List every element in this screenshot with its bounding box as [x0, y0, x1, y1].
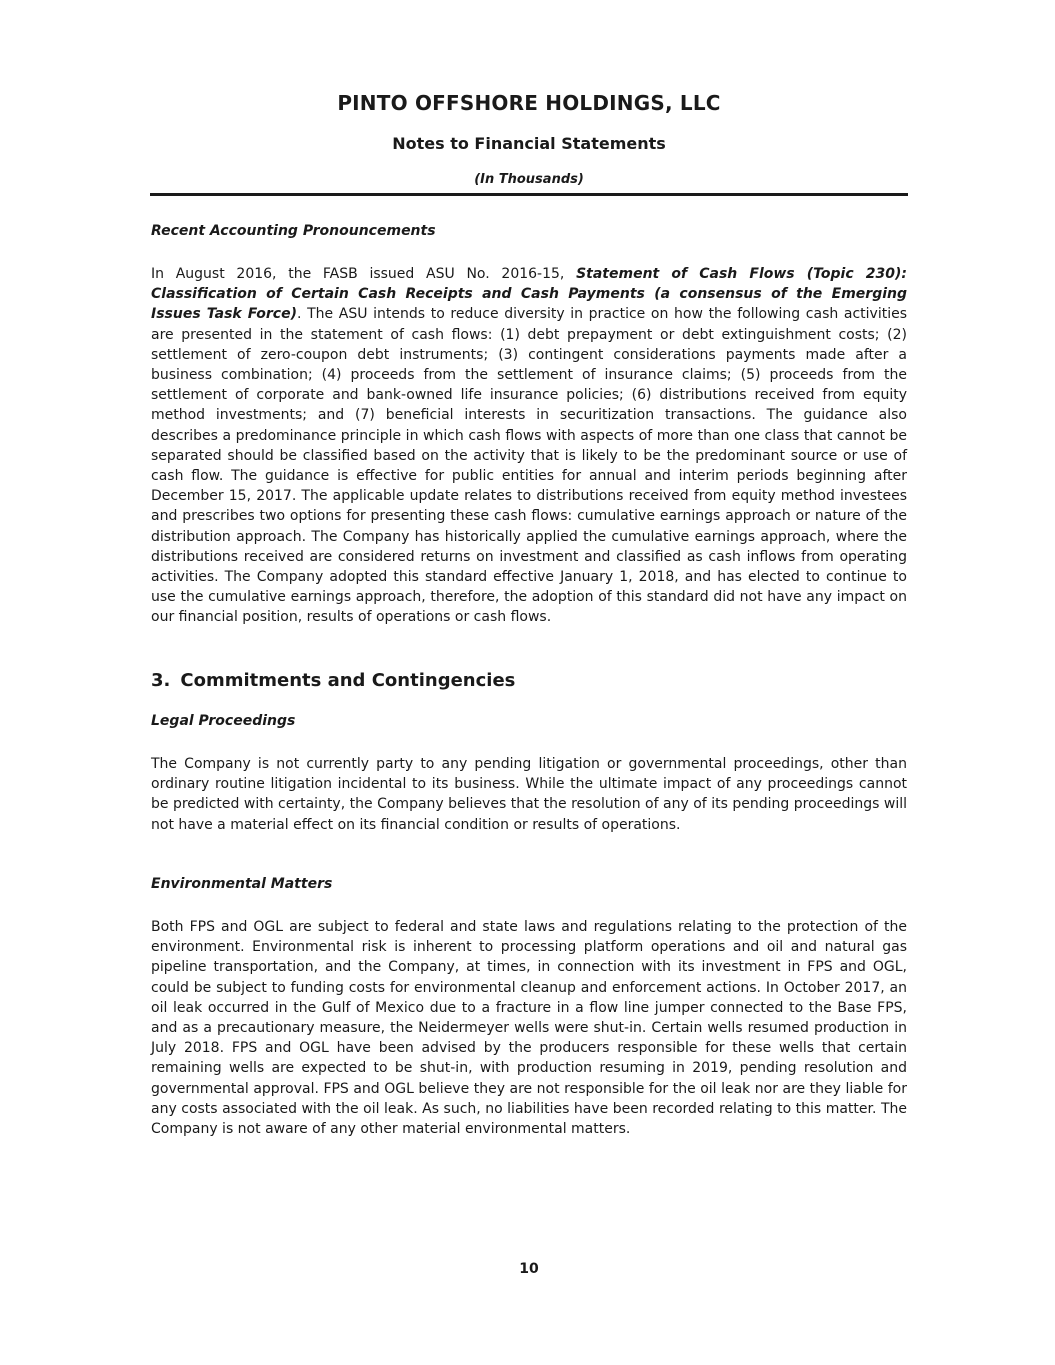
paragraph-environmental-matters: Both FPS and OGL are subject to federal and state laws and regulations relating to the protection of the environment. Environmental risk is inherent to processing platform operations and oil and natural gas pipeline transportation, and the Company, at times, in connection with its investment in FPS and OGL, could be subject to funding costs for environmental cleanup and enforcement actions. In October 2017, an oil leak occurred in the Gulf of Mexico due to a fracture in a flow line jumper connected to the Base FPS, and as a precautionary measure, the Neidermeyer wells were shut-in. Certain wells resumed production in July 2018. FPS and OGL have been advised by the producers responsible for these wells that certain remaining wells are expected to be shut-in, with production resuming in 2019, pending resolution and governmental approval. FPS and OGL believe they are not responsible for the oil leak nor are they liable for any costs associated with the oil leak. As such, no liabilities have been recorded relating to this matter. The Company is not aware of any other material environmental matters. — [151, 919, 907, 1138]
header-rule — [150, 193, 908, 196]
asu-title: Statement of Cash Flows (Topic 230): Classification of Certain Cash Receipts and Cash Payments (a consensus of the Emerging Issues Task Force) — [151, 266, 908, 323]
section-number: 3. — [151, 670, 171, 691]
units-note: (In Thousands) — [474, 172, 584, 187]
heading-environmental-matters: Environmental Matters — [151, 876, 333, 892]
paragraph-intro: In August 2016, the FASB issued ASU No. 2016-15, — [151, 266, 577, 282]
section-3-heading — [151, 670, 515, 691]
page-number: 10 — [519, 1261, 539, 1277]
paragraph-rest: . The ASU intends to reduce diversity in practice on how the following cash activities are presented in the statement of cash flows: (1) debt prepayment or debt extinguishment costs; (2) settlement of zero-coupon debt instruments; (3) contingent considerations payments made after a business combination; (4) proceeds from the settlement of insurance claims; (5) proceeds from the settlement of corporate and bank-owned life insurance policies; (6) distributions received from equity method investments; and (7) beneficial interests in securitization transactions. The guidance also describes a predominance principle in which cash flows with aspects of more than one class that cannot be separated should be classified based on the activity that is likely to be the predominant source or use of cash flow. The guidance is effective for public entities for annual and interim periods beginning after December 15, 2017. The applicable update relates to distributions received from equity method investees and prescribes two options for presenting these cash flows: cumulative earnings approach or nature of the distribution approach. The Company has historically applied the cumulative earnings approach, where the distributions received are considered returns on investment and classified as cash inflows from operating activities. The Company adopted this standard effective January 1, 2018, and has elected to continue to use the cumulative earnings approach, therefore, the adoption of this standard did not have any impact on our financial position, results of operations or cash flows. — [151, 306, 907, 626]
company-name: PINTO OFFSHORE HOLDINGS, LLC — [337, 91, 721, 115]
heading-recent-pronouncements: Recent Accounting Pronouncements — [151, 223, 436, 239]
paragraph-legal-proceedings: The Company is not currently party to any pending litigation or governmental proceedings, other than ordinary routine litigation incidental to its business. While the ultimate impact of any proceedings cannot be predicted with certainty, the Company believes that the resolution of any of its pending proceedings will not have a material effect on its financial condition or results of operations. — [151, 756, 907, 833]
section-title: Commitments and Contingencies — [180, 670, 516, 691]
page-subtitle: Notes to Financial Statements — [392, 134, 666, 153]
heading-legal-proceedings: Legal Proceedings — [151, 713, 296, 729]
paragraph-recent-pronouncements — [151, 264, 907, 628]
